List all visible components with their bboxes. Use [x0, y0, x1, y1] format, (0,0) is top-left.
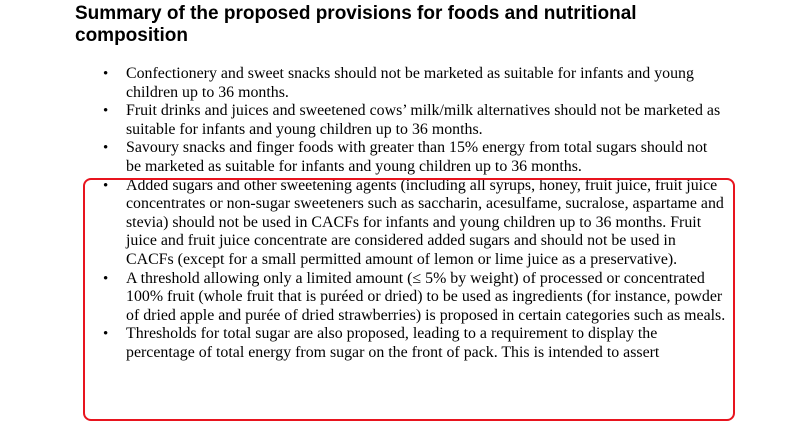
list-item-text: Confectionery and sweet snacks should not be marketed as suitable for infants and young children up to 36 months.	[126, 65, 694, 101]
list-item	[0, 65, 726, 102]
bullet-icon: •	[103, 140, 109, 157]
list-item	[0, 102, 726, 139]
bullet-icon: •	[103, 66, 109, 82]
list-item-text: A threshold allowing only a limited amount (≤ 5% by weight) of processed or concentrated 100% fruit (whole fruit that is puréed or dried) to be used as ingredients (for instance, powder of dried apple and purée of dried strawberries) is proposed in certain categories such as meals.	[126, 269, 726, 324]
list-item-text: Added sugars and other sweetening agents (including all syrups, honey, fruit juice, fruit juice concentrates or non-sugar sweeteners such as saccharin, acesulfame, sucralose, aspartame and stevia) should not be used in CACFs for infants and young children up to 36 months. Fruit juice and fruit juice concentrate are considered added sugars and should not be used in CACFs (except for a small permitted amount of lemon or lime juice as a preservative).	[126, 176, 724, 268]
list-item	[0, 177, 726, 270]
provisions-list	[0, 65, 803, 363]
list-item	[0, 139, 726, 176]
bullet-icon: •	[103, 326, 109, 343]
list-item	[0, 325, 726, 362]
bullet-icon: •	[103, 103, 109, 120]
bullet-icon: •	[103, 270, 109, 287]
list-item-text: Thresholds for total sugar are also proposed, leading to a requirement to display the percentage of total energy from sugar on the front of pack. This is intended to assert	[126, 325, 660, 361]
section-heading: Summary of the proposed provisions for foods and nutritional composition	[75, 3, 637, 46]
bullet-icon: •	[103, 177, 109, 194]
list-item-text: Savoury snacks and finger foods with greater than 15% energy from total sugars should not be marketed as suitable for infants and young children up to 36 months.	[126, 139, 708, 175]
list-item-text: Fruit drinks and juices and sweetened cows’ milk/milk alternatives should not be marketed as suitable for infants and young children up to 36 months.	[126, 102, 721, 138]
list-item	[0, 270, 726, 326]
